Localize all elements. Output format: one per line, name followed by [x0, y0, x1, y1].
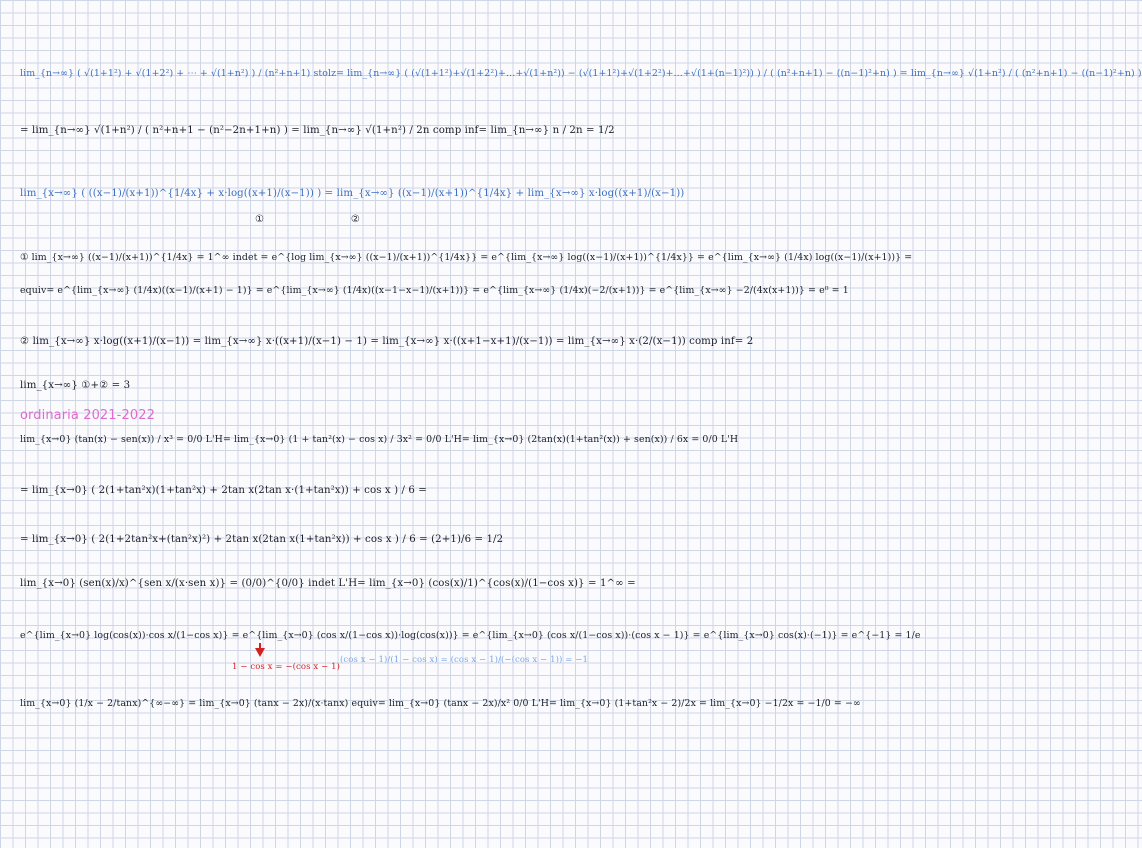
line-3: lim_{x→∞} ( ((x−1)/(x+1))^{1/4x} + x·log((x+1)/(x−1)) ) = lim_{x→∞} ((x−1)/(x+1))^{1/4x} + lim_{x→∞} x·log((x+1)/(x−1)) [20, 188, 685, 199]
line-14-aside: (cos x − 1)/(1 − cos x) = (cos x − 1)/(−(cos x − 1)) = −1 [340, 655, 588, 665]
line-7: lim_{x→∞} ①+② = 3 [20, 380, 131, 391]
circle-1-label: ① [255, 214, 265, 225]
line-6: ② lim_{x→∞} x·log((x+1)/(x−1)) = lim_{x→∞} x·((x+1)/(x−1) − 1) = lim_{x→∞} x·((x+1−x+1)/(x−1)) = lim_{x→∞} x·(2/(x−1)) comp inf= 2 [20, 336, 754, 347]
line-15: lim_{x→0} (1/x − 2/tanx)^{∞−∞} = lim_{x→0} (tanx − 2x)/(x·tanx) equiv= lim_{x→0} (tanx − 2x)/x² 0/0 L'H= lim_{x→0} (1+tan²x − 2)/2x = lim_{x→0} −1/2x = −1/0 = −∞ [20, 698, 861, 709]
line-12: lim_{x→0} (sen(x)/x)^{sen x/(x·sen x)} = (0/0)^{0/0} indet L'H= lim_{x→0} (cos(x)/1)^{cos(x)/(1−cos x)} = 1^∞ = [20, 578, 636, 589]
line-3-sub [255, 214, 360, 225]
line-5: equiv= e^{lim_{x→∞} (1/4x)((x−1)/(x+1) − 1)} = e^{lim_{x→∞} (1/4x)((x−1−x−1)/(x+1))} = e^{lim_{x→∞} (1/4x)(−2/(x+1))} = e^{lim_{x→∞} −2/(4x(x+1))} = e⁰ = 1 [20, 285, 849, 296]
circle-2-label: ② [350, 214, 361, 225]
line-9: lim_{x→0} (tan(x) − sen(x)) / x³ = 0/0 L'H= lim_{x→0} (1 + tan²(x) − cos x) / 3x² = 0/0 L'H= lim_{x→0} (2tan(x)(1+tan²(x)) + sen(x)) / 6x = 0/0 L'H [20, 434, 739, 445]
line-2: = lim_{n→∞} √(1+n²) / ( n²+n+1 − (n²−2n+1+n) ) = lim_{n→∞} √(1+n²) / 2n comp inf= lim_{n→∞} n / 2n = 1/2 [20, 125, 615, 136]
line-11: = lim_{x→0} ( 2(1+2tan²x+(tan²x)²) + 2tan x(2tan x(1+tan²x)) + cos x ) / 6 = (2+1)/6 = 1/2 [20, 534, 504, 545]
line-1: lim_{n→∞} ( √(1+1²) + √(1+2²) + ⋯ + √(1+n²) ) / (n²+n+1) stolz= lim_{n→∞} ( (√(1+1²)+√(1+2²)+…+√(1+n²)) − (√(1+1²)+√(1+2²)+…+√(1+(n−1)²)) ) / ( (n²+n+1) − ((n−1)²+n) ) = lim_{n→∞} √(1+n²) / ( (n²+n+1) − ((n−1)²+n) ) [20, 68, 1142, 79]
line-10: = lim_{x→0} ( 2(1+tan²x)(1+tan²x) + 2tan x(2tan x·(1+tan²x)) + cos x ) / 6 = [20, 485, 427, 496]
line-4: ① lim_{x→∞} ((x−1)/(x+1))^{1/4x} = 1^∞ indet = e^{log lim_{x→∞} ((x−1)/(x+1))^{1/4x}} = e^{lim_{x→∞} log((x−1)/(x+1))^{1/4x}} = e^{lim_{x→∞} (1/4x) log((x−1)/(x+1))} = [20, 252, 913, 263]
red-arrow-icon [255, 648, 265, 657]
line-14-note: 1 − cos x = −(cos x − 1) [232, 662, 341, 672]
line-13: e^{lim_{x→0} log(cos(x))·cos x/(1−cos x)} = e^{lim_{x→0} (cos x/(1−cos x))·log(cos(x))} = e^{lim_{x→0} (cos x/(1−cos x))·(cos x − 1)} = e^{lim_{x→0} cos(x)·(−1)} = e^{−1} = 1/e [20, 630, 921, 641]
section-heading: ordinaria 2021-2022 [20, 408, 155, 423]
